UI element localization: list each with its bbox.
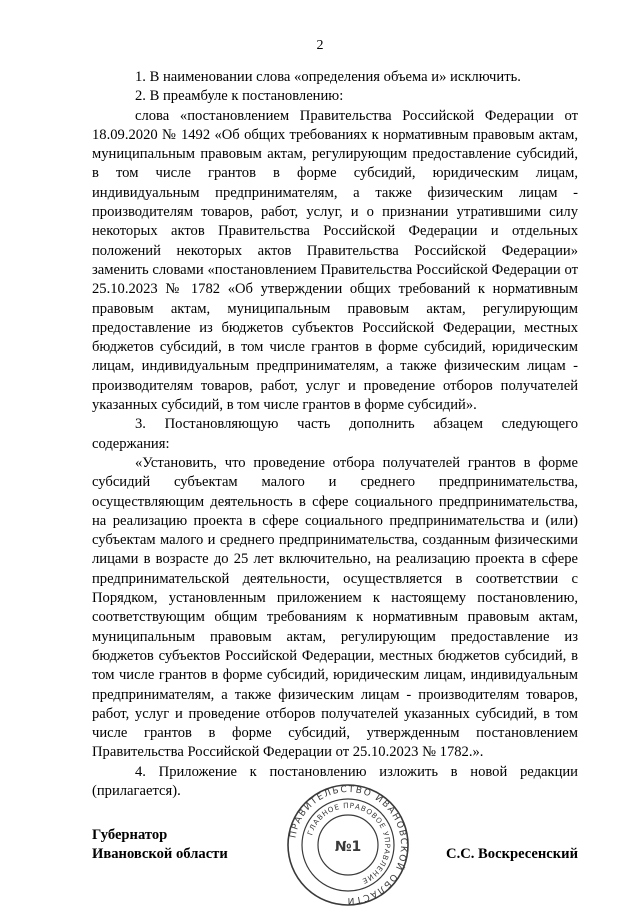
seal-number: №1 <box>334 839 362 855</box>
item-2-paragraph: 2. В преамбуле к постановлению: <box>135 88 344 105</box>
seal-inner-ring-text: ГЛАВНОЕ ПРАВОВОЕ УПРАВЛЕНИЕ <box>305 800 393 886</box>
official-seal <box>286 783 410 907</box>
item-1-paragraph: 1. В наименовании слова «определения объема и» исключить. <box>135 69 521 85</box>
page-number: 2 <box>316 38 324 53</box>
seal-outer-ring-text: ПРАВИТЕЛЬСТВО ИВАНОВСКОЙ ОБЛАСТИ <box>288 784 409 906</box>
signatory-position-line1: Губернатор <box>92 827 168 843</box>
document-body <box>92 68 578 801</box>
item-3-quoted-paragraph: «Установить, что проведение отбора получателей грантов в форме субсидий субъектам малого и среднего предпринимательства, осуществляющим деятельность в сфере социального предпринимательства, на реализацию проекта в сфере социального предпринимательства и (или) субъектам малого и среднего предпринимательства, созданным физическими лицами в возрасте до 25 лет включительно, на реализацию проекта в сфере предпринимательской деятельности, осуществляется в соответствии с Порядком, установленным приложением к настоящему постановлению, соответствующим общим требованиям к нормативным правовым актам, муниципальным правовым актам, регулирующим предоставление из бюджетов субъектов Российской Федерации, местных бюджетов субсидий, в том числе грантов в форме субсидий, юридическим лицам, индивидуальным предпринимателям, а также физическим лицам - производителям товаров, работ, услуг и проведение отборов получателей указанных субсидий, в том числе грантов в форме субсидий, утвержденным постановлением Правительства Российской Федерации от 25.10.2023 № 1782.». <box>92 454 578 761</box>
item-4-paragraph: 4. Приложение к постановлению изложить в новой редакции (прилагается). <box>92 763 578 799</box>
signatory-name: С.С. Воскресенский <box>446 846 578 862</box>
item-3-paragraph: 3. Постановляющую часть дополнить абзацем следующего содержания: <box>92 416 578 452</box>
signatory-position <box>92 826 228 864</box>
signatory-position-line2: Ивановской области <box>92 846 228 862</box>
item-2-replacement-paragraph: слова «постановлением Правительства Российской Федерации от 18.09.2020 № 1492 «Об общих требованиях к нормативным правовым актам, муниципальным правовым актам, регулирующим предоставление субсидий, в том числе грантов в форме субсидий, юридическим лицам, индивидуальным предпринимателям, а также физическим лицам - производителям товаров, работ, услуг, и о признании утратившими силу некоторых актов Правительства Российской Федерации и отдельных положений некоторых актов Правительства Российской Федерации» заменить словами «постановлением Правительства Российской Федерации от 25.10.2023 № 1782 «Об утверждении общих требований к нормативным правовым актам, муниципальным правовым актам, регулирующим предоставление из бюджетов субъектов Российской Федерации, местных бюджетов субсидий, в том числе грантов в форме субсидий, юридическим лицам, индивидуальным предпринимателям, а также физическим лицам - производителям товаров, работ, услуг и проведение отборов получателей указанных субсидий, в том числе грантов в форме субсидий». <box>92 107 578 414</box>
